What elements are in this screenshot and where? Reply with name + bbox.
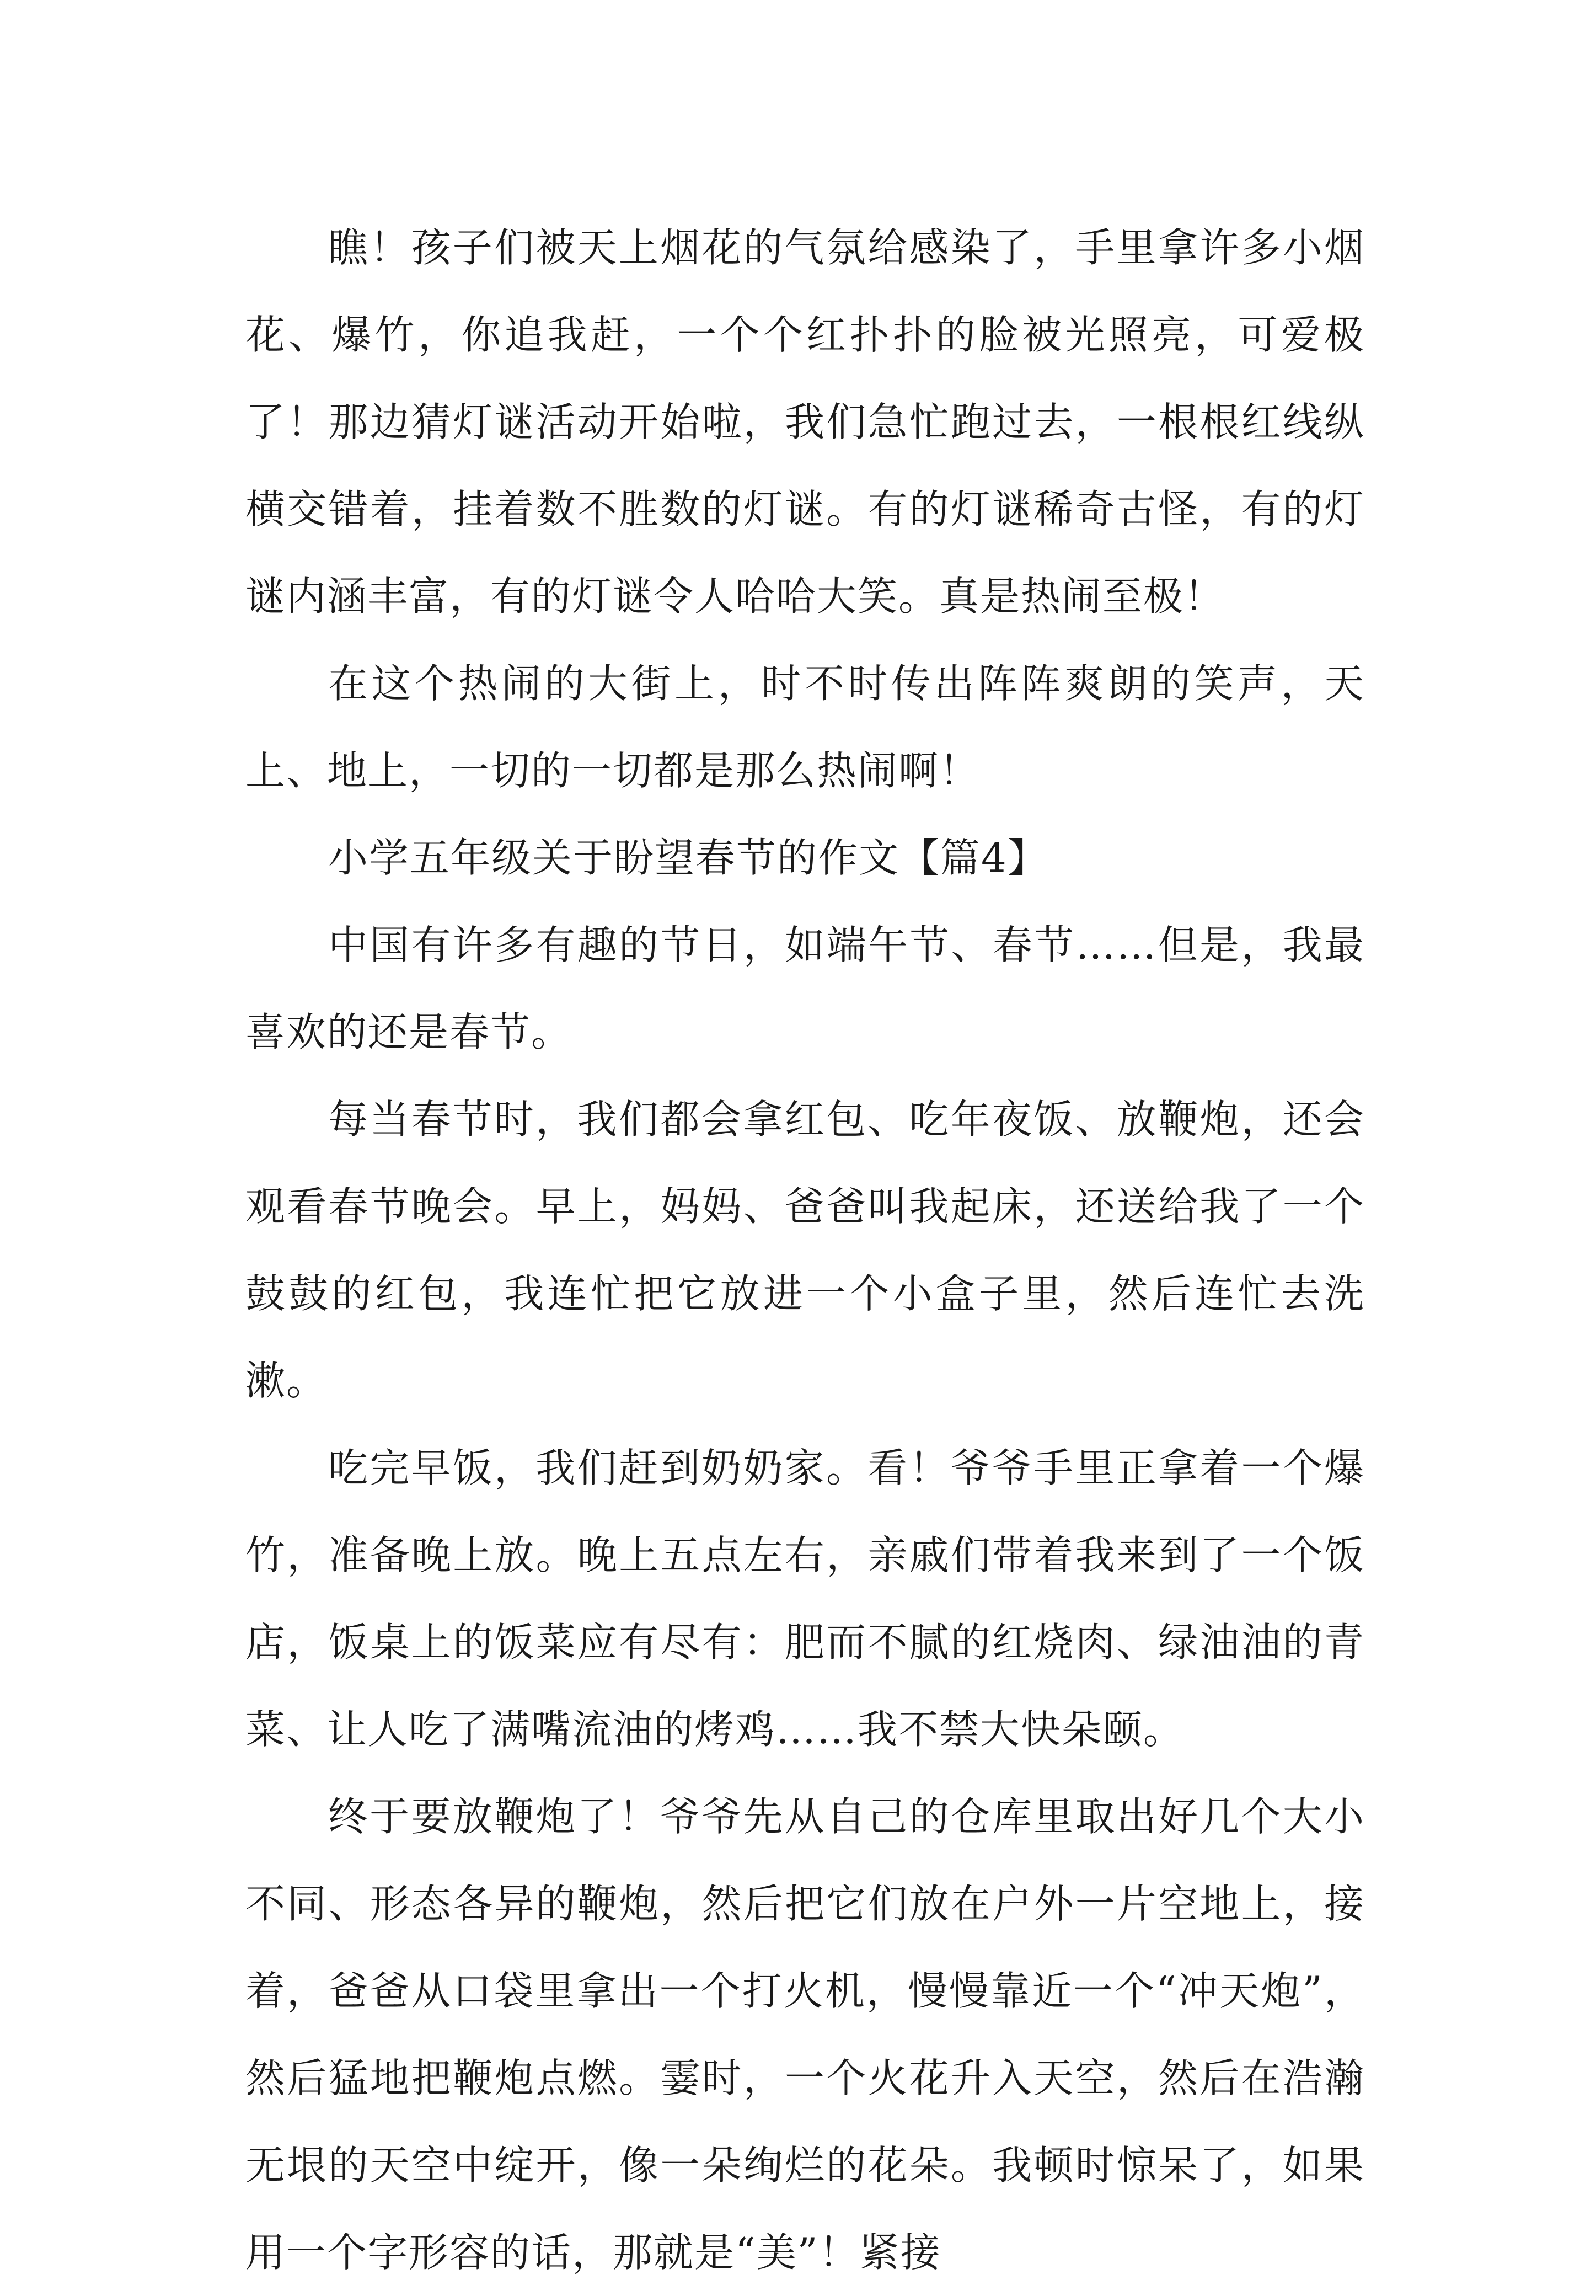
paragraph-2: 在这个热闹的大街上，时不时传出阵阵爽朗的笑声，天上、地上，一切的一切都是那么热闹啊！ — [245, 660, 1365, 794]
paragraph-1: 瞧！孩子们被天上烟花的气氛给感染了，手里拿许多小烟花、爆竹，你追我赶，一个个红扑扑的脸被光照亮，可爱极了！那边猜灯谜活动开始啦，我们急忙跑过去，一根根红线纵横交错着，挂着数不胜数的灯谜。有的灯谜稀奇古怪，有的灯谜内涵丰富，有的灯谜令人哈哈大笑。真是热闹至极！ — [245, 225, 1365, 620]
section-heading: 小学五年级关于盼望春节的作文【篇4】 — [328, 835, 1048, 881]
paragraph-4: 每当春节时，我们都会拿红包、吃年夜饭、放鞭炮，还会观看春节晚会。早上，妈妈、爸爸叫我起床，还送给我了一个鼓鼓的红包，我连忙把它放进一个小盒子里，然后连忙去洗漱。 — [245, 1096, 1365, 1404]
document-body — [245, 204, 1365, 2296]
paragraph-5: 吃完早饭，我们赶到奶奶家。看！爷爷手里正拿着一个爆竹，准备晚上放。晚上五点左右，亲戚们带着我来到了一个饭店，饭桌上的饭菜应有尽有：肥而不腻的红烧肉、绿油油的青菜、让人吃了满嘴流油的烤鸡……我不禁大快朵颐。 — [245, 1445, 1365, 1753]
paragraph-3: 中国有许多有趣的节日，如端午节、春节……但是，我最喜欢的还是春节。 — [245, 922, 1365, 1055]
paragraph-6: 终于要放鞭炮了！爷爷先从自己的仓库里取出好几个大小不同、形态各异的鞭炮，然后把它们放在户外一片空地上，接着，爸爸从口袋里拿出一个打火机，慢慢靠近一个“冲天炮”，然后猛地把鞭炮点燃。霎时，一个火花升入天空，然后在浩瀚无垠的天空中绽开，像一朵绚烂的花朵。我顿时惊呆了，如果用一个字形容的话，那就是“美”！紧接 — [245, 1793, 1365, 2276]
